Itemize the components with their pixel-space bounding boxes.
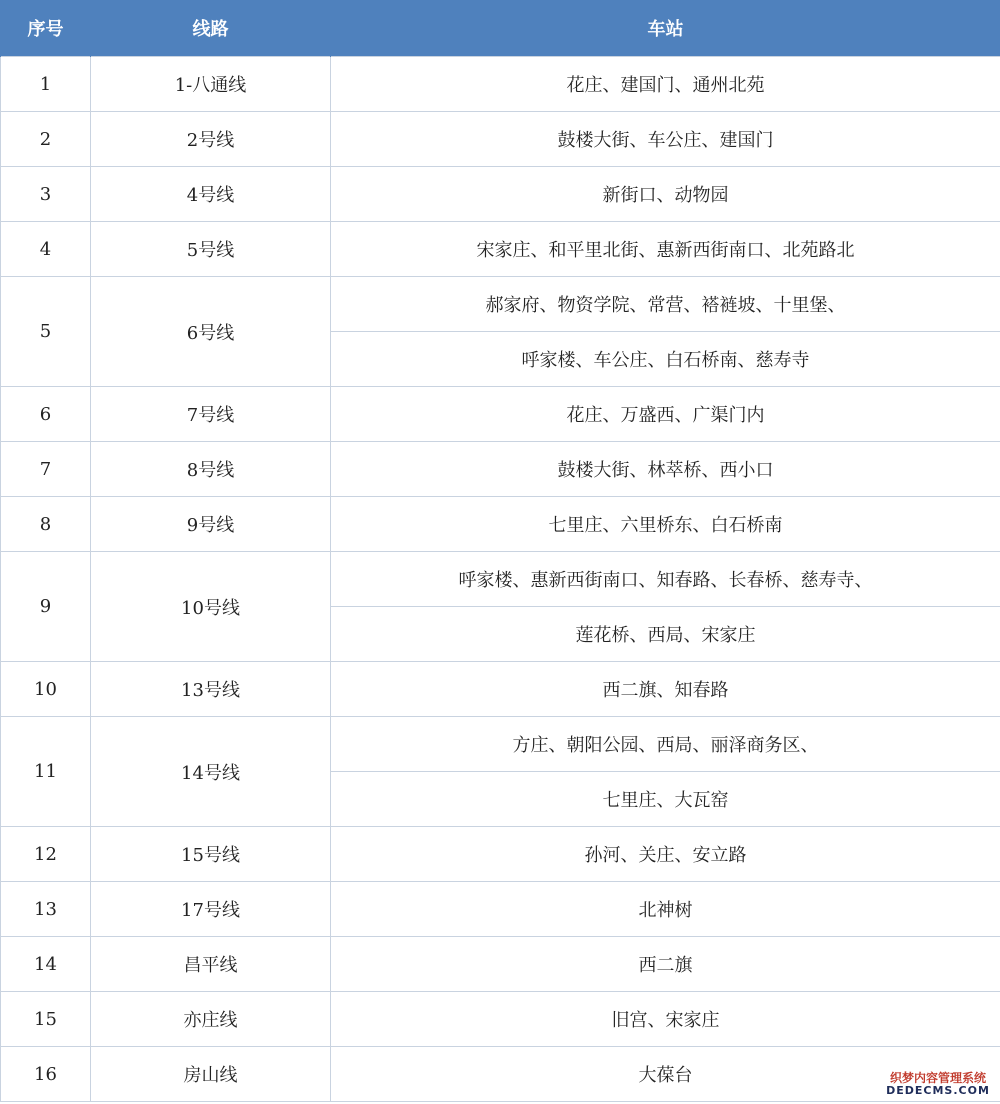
row-stations-cell: 花庄、建国门、通州北苑 [331, 57, 1000, 112]
table-row [1, 57, 1000, 112]
table-row [1, 497, 1000, 552]
watermark-text-en: DEDECMS.COM [886, 1084, 990, 1098]
row-stations-cell: 七里庄、大瓦窑 [331, 772, 1000, 827]
row-stations-cell: 郝家府、物资学院、常营、褡裢坡、十里堡、 [331, 277, 1000, 332]
row-index-cell: 1 [1, 57, 91, 112]
table-row [1, 882, 1000, 937]
row-line-cell: 昌平线 [91, 937, 331, 992]
table-header [1, 0, 1000, 57]
row-line-cell: 8号线 [91, 442, 331, 497]
row-index-cell: 2 [1, 112, 91, 167]
row-stations-cell: 七里庄、六里桥东、白石桥南 [331, 497, 1000, 552]
header-line: 线路 [91, 0, 331, 57]
row-stations-cell: 西二旗、知春路 [331, 662, 1000, 717]
row-stations-cell: 呼家楼、车公庄、白石桥南、慈寿寺 [331, 332, 1000, 387]
row-index-cell: 7 [1, 442, 91, 497]
row-line-cell: 亦庄线 [91, 992, 331, 1047]
row-index-cell: 6 [1, 387, 91, 442]
row-stations-cell: 莲花桥、西局、宋家庄 [331, 607, 1000, 662]
row-stations-cell: 呼家楼、惠新西街南口、知春路、长春桥、慈寿寺、 [331, 552, 1000, 607]
table-row [1, 552, 1000, 607]
table-row [1, 1047, 1000, 1102]
row-stations-cell: 宋家庄、和平里北街、惠新西街南口、北苑路北 [331, 222, 1000, 277]
row-stations-cell: 鼓楼大街、车公庄、建国门 [331, 112, 1000, 167]
row-line-cell: 9号线 [91, 497, 331, 552]
watermark-logo [886, 1072, 990, 1098]
row-index-cell: 11 [1, 717, 91, 827]
row-stations-cell: 新街口、动物园 [331, 167, 1000, 222]
row-line-cell: 房山线 [91, 1047, 331, 1102]
row-line-cell: 13号线 [91, 662, 331, 717]
row-line-cell: 6号线 [91, 277, 331, 387]
header-stations: 车站 [331, 0, 1000, 57]
row-line-cell: 2号线 [91, 112, 331, 167]
row-index-cell: 14 [1, 937, 91, 992]
row-stations-cell: 孙河、关庄、安立路 [331, 827, 1000, 882]
row-index-cell: 10 [1, 662, 91, 717]
table-body [1, 57, 1000, 1102]
row-index-cell: 5 [1, 277, 91, 387]
table-row [1, 442, 1000, 497]
header-index: 序号 [1, 0, 91, 57]
header-row [1, 0, 1000, 57]
row-stations-cell: 西二旗 [331, 937, 1000, 992]
row-stations-cell: 花庄、万盛西、广渠门内 [331, 387, 1000, 442]
row-stations-cell: 北神树 [331, 882, 1000, 937]
table-row [1, 827, 1000, 882]
row-line-cell: 5号线 [91, 222, 331, 277]
watermark-text-cn: 织梦内容管理系统 [889, 1070, 986, 1085]
row-index-cell: 3 [1, 167, 91, 222]
table-row [1, 662, 1000, 717]
row-line-cell: 14号线 [91, 717, 331, 827]
table-row [1, 112, 1000, 167]
row-index-cell: 4 [1, 222, 91, 277]
table-row [1, 717, 1000, 772]
table-row [1, 222, 1000, 277]
table-row [1, 937, 1000, 992]
table-row [1, 387, 1000, 442]
row-line-cell: 17号线 [91, 882, 331, 937]
row-stations-cell: 鼓楼大街、林萃桥、西小口 [331, 442, 1000, 497]
row-line-cell: 7号线 [91, 387, 331, 442]
row-stations-cell: 旧宫、宋家庄 [331, 992, 1000, 1047]
row-line-cell: 10号线 [91, 552, 331, 662]
row-line-cell: 1-八通线 [91, 57, 331, 112]
table-row [1, 992, 1000, 1047]
row-index-cell: 12 [1, 827, 91, 882]
row-index-cell: 13 [1, 882, 91, 937]
row-line-cell: 15号线 [91, 827, 331, 882]
row-stations-cell: 大葆台 [331, 1047, 1000, 1102]
row-stations-cell: 方庄、朝阳公园、西局、丽泽商务区、 [331, 717, 1000, 772]
table-row [1, 167, 1000, 222]
table-row [1, 277, 1000, 332]
row-index-cell: 16 [1, 1047, 91, 1102]
row-line-cell: 4号线 [91, 167, 331, 222]
row-index-cell: 8 [1, 497, 91, 552]
row-index-cell: 15 [1, 992, 91, 1047]
row-index-cell: 9 [1, 552, 91, 662]
